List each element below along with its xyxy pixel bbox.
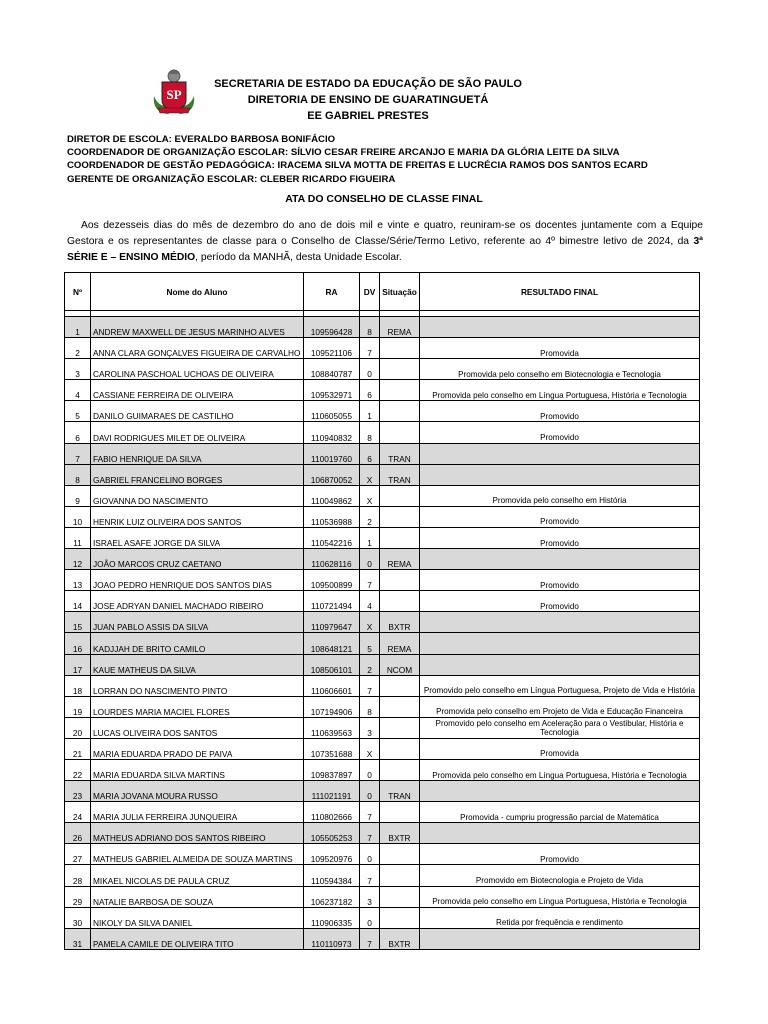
final-result: Promovido xyxy=(420,527,700,548)
final-result: Promovida - cumpriu progressão parcial de Matemática xyxy=(420,802,700,823)
student-ra: 109520976 xyxy=(304,844,360,865)
final-result xyxy=(420,781,700,802)
student-name: MATHEUS GABRIEL ALMEIDA DE SOUZA MARTINS xyxy=(91,844,304,865)
student-dv: X xyxy=(360,612,380,633)
student-name: ANDREW MAXWELL DE JESUS MARINHO ALVES xyxy=(91,317,304,338)
table-row xyxy=(65,823,700,844)
student-dv: 7 xyxy=(360,928,380,949)
row-number: 12 xyxy=(65,549,91,570)
table-row xyxy=(65,675,700,696)
student-situation xyxy=(380,570,420,591)
student-situation xyxy=(380,717,420,738)
row-number: 1 xyxy=(65,317,91,338)
staff-coordinator-organization: COORDENADOR DE ORGANIZAÇÃO ESCOLAR: SÍLVIO CESAR FREIRE ARCANJO E MARIA DA GLÓRIA LEITE DA SILVA xyxy=(67,147,620,159)
table-row xyxy=(65,738,700,759)
student-dv: 6 xyxy=(360,380,380,401)
table-row xyxy=(65,527,700,548)
student-dv: 0 xyxy=(360,907,380,928)
student-ra: 106237182 xyxy=(304,886,360,907)
student-name: MARIA JOVANA MOURA RUSSO xyxy=(91,781,304,802)
row-number: 22 xyxy=(65,759,91,780)
student-ra: 109532971 xyxy=(304,380,360,401)
table-row xyxy=(65,485,700,506)
student-name: JUAN PABLO ASSIS DA SILVA xyxy=(91,612,304,633)
student-situation xyxy=(380,844,420,865)
student-dv: 1 xyxy=(360,527,380,548)
student-ra: 110606601 xyxy=(304,675,360,696)
table-row xyxy=(65,654,700,675)
student-situation xyxy=(380,422,420,443)
header-number: Nº xyxy=(65,273,91,311)
header-school: EE GABRIEL PRESTES xyxy=(307,110,429,122)
student-ra: 110639563 xyxy=(304,717,360,738)
student-name: JOAO PEDRO HENRIQUE DOS SANTOS DIAS xyxy=(91,570,304,591)
student-name: LORRAN DO NASCIMENTO PINTO xyxy=(91,675,304,696)
row-number: 17 xyxy=(65,654,91,675)
student-name: GABRIEL FRANCELINO BORGES xyxy=(91,464,304,485)
final-result xyxy=(420,823,700,844)
table-row xyxy=(65,781,700,802)
student-dv: X xyxy=(360,485,380,506)
student-name: LOURDES MARIA MACIEL FLORES xyxy=(91,696,304,717)
student-situation xyxy=(380,506,420,527)
final-result xyxy=(420,633,700,654)
student-ra: 110110973 xyxy=(304,928,360,949)
header-diretoria: DIRETORIA DE ENSINO DE GUARATINGUETÁ xyxy=(247,94,489,106)
student-ra: 109521106 xyxy=(304,338,360,359)
student-dv: 4 xyxy=(360,591,380,612)
table-row xyxy=(65,443,700,464)
student-ra: 109596428 xyxy=(304,317,360,338)
header-ra: RA xyxy=(304,273,360,311)
student-ra: 110605055 xyxy=(304,401,360,422)
final-result: Retida por frequência e rendimento xyxy=(420,907,700,928)
final-result: Promovido xyxy=(420,844,700,865)
row-number: 8 xyxy=(65,464,91,485)
table-row xyxy=(65,591,700,612)
student-situation xyxy=(380,802,420,823)
student-dv: 7 xyxy=(360,865,380,886)
student-dv: 0 xyxy=(360,781,380,802)
row-number: 11 xyxy=(65,527,91,548)
final-result: Promovida pelo conselho em História xyxy=(420,485,700,506)
student-name: DANILO GUIMARAES DE CASTILHO xyxy=(91,401,304,422)
student-ra: 107194906 xyxy=(304,696,360,717)
staff-manager: GERENTE DE ORGANIZAÇÃO ESCOLAR: CLEBER RICARDO FIGUEIRA xyxy=(67,173,396,185)
final-result xyxy=(420,612,700,633)
row-number: 9 xyxy=(65,485,91,506)
student-situation: REMA xyxy=(380,633,420,654)
student-situation xyxy=(380,886,420,907)
row-number: 28 xyxy=(65,865,91,886)
student-situation: TRAN xyxy=(380,781,420,802)
document-title: ATA DO CONSELHO DE CLASSE FINAL xyxy=(285,193,483,205)
row-number: 26 xyxy=(65,823,91,844)
table-row xyxy=(65,506,700,527)
row-number: 27 xyxy=(65,844,91,865)
row-number: 19 xyxy=(65,696,91,717)
final-result xyxy=(420,549,700,570)
student-situation xyxy=(380,675,420,696)
row-number: 15 xyxy=(65,612,91,633)
final-result: Promovido pelo conselho em Aceleração para o Vestibular, História e Tecnologia xyxy=(420,717,700,738)
table-row xyxy=(65,865,700,886)
row-number: 16 xyxy=(65,633,91,654)
student-dv: 2 xyxy=(360,654,380,675)
student-situation: TRAN xyxy=(380,443,420,464)
student-dv: 7 xyxy=(360,338,380,359)
final-result xyxy=(420,928,700,949)
row-number: 29 xyxy=(65,886,91,907)
table-row xyxy=(65,907,700,928)
row-number: 6 xyxy=(65,422,91,443)
student-name: MARIA JULIA FERREIRA JUNQUEIRA xyxy=(91,802,304,823)
final-result: Promovida xyxy=(420,338,700,359)
student-dv: 6 xyxy=(360,443,380,464)
student-situation: BXTR xyxy=(380,612,420,633)
student-situation xyxy=(380,865,420,886)
student-ra: 108506101 xyxy=(304,654,360,675)
final-result: Promovida pelo conselho em Língua Portuguesa, História e Tecnologia xyxy=(420,886,700,907)
staff-director: DIRETOR DE ESCOLA: EVERALDO BARBOSA BONIFÁCIO xyxy=(67,134,336,145)
table-body xyxy=(65,311,700,950)
row-number: 7 xyxy=(65,443,91,464)
student-dv: 1 xyxy=(360,401,380,422)
row-number: 2 xyxy=(65,338,91,359)
row-number: 23 xyxy=(65,781,91,802)
student-situation: REMA xyxy=(380,317,420,338)
row-number: 21 xyxy=(65,738,91,759)
student-name: LUCAS OLIVEIRA DOS SANTOS xyxy=(91,717,304,738)
row-number: 31 xyxy=(65,928,91,949)
row-number: 18 xyxy=(65,675,91,696)
student-dv: 0 xyxy=(360,549,380,570)
header-final-result: RESULTADO FINAL xyxy=(420,273,700,311)
student-ra: 110019760 xyxy=(304,443,360,464)
student-situation: NCOM xyxy=(380,654,420,675)
table-row xyxy=(65,422,700,443)
table-row xyxy=(65,717,700,738)
table-row xyxy=(65,338,700,359)
student-situation xyxy=(380,738,420,759)
table-row xyxy=(65,317,700,338)
student-name: NIKOLY DA SILVA DANIEL xyxy=(91,907,304,928)
student-name: DAVI RODRIGUES MILET DE OLIVEIRA xyxy=(91,422,304,443)
row-number: 13 xyxy=(65,570,91,591)
final-result: Promovido pelo conselho em Língua Portuguesa, Projeto de Vida e História xyxy=(420,675,700,696)
student-situation: BXTR xyxy=(380,823,420,844)
student-dv: 0 xyxy=(360,759,380,780)
final-result: Promovido xyxy=(420,570,700,591)
table-row xyxy=(65,633,700,654)
student-dv: 8 xyxy=(360,696,380,717)
student-dv: 0 xyxy=(360,359,380,380)
student-dv: 5 xyxy=(360,633,380,654)
final-result: Promovido xyxy=(420,506,700,527)
student-ra: 110542216 xyxy=(304,527,360,548)
student-dv: 8 xyxy=(360,317,380,338)
student-dv: 2 xyxy=(360,506,380,527)
final-result: Promovida pelo conselho em Língua Portuguesa, História e Tecnologia xyxy=(420,759,700,780)
row-number: 5 xyxy=(65,401,91,422)
student-name: CASSIANE FERREIRA DE OLIVEIRA xyxy=(91,380,304,401)
student-name: KADJJAH DE BRITO CAMILO xyxy=(91,633,304,654)
student-dv: X xyxy=(360,464,380,485)
student-situation xyxy=(380,380,420,401)
student-name: FABIO HENRIQUE DA SILVA xyxy=(91,443,304,464)
table-row xyxy=(65,759,700,780)
student-dv: 8 xyxy=(360,422,380,443)
table-row xyxy=(65,802,700,823)
table-row xyxy=(65,464,700,485)
row-number: 30 xyxy=(65,907,91,928)
table-row xyxy=(65,359,700,380)
student-dv: 0 xyxy=(360,844,380,865)
student-ra: 108840787 xyxy=(304,359,360,380)
student-dv: X xyxy=(360,738,380,759)
student-situation xyxy=(380,591,420,612)
student-dv: 7 xyxy=(360,823,380,844)
students-table xyxy=(64,272,700,950)
student-dv: 3 xyxy=(360,886,380,907)
state-crest-icon xyxy=(148,66,200,118)
student-ra: 110536988 xyxy=(304,506,360,527)
student-name: ISRAEL ASAFE JORGE DA SILVA xyxy=(91,527,304,548)
student-ra: 110940832 xyxy=(304,422,360,443)
table-row xyxy=(65,612,700,633)
final-result xyxy=(420,443,700,464)
student-situation xyxy=(380,359,420,380)
header-student-name: Nome do Aluno xyxy=(91,273,304,311)
student-situation xyxy=(380,907,420,928)
student-name: HENRIK LUIZ OLIVEIRA DOS SANTOS xyxy=(91,506,304,527)
table-row xyxy=(65,380,700,401)
student-situation xyxy=(380,485,420,506)
student-dv: 7 xyxy=(360,802,380,823)
student-situation xyxy=(380,527,420,548)
final-result: Promovida pelo conselho em Biotecnologia e Tecnologia xyxy=(420,359,700,380)
student-name: GIOVANNA DO NASCIMENTO xyxy=(91,485,304,506)
student-ra: 106870052 xyxy=(304,464,360,485)
table-row xyxy=(65,401,700,422)
student-dv: 3 xyxy=(360,717,380,738)
table-row xyxy=(65,549,700,570)
student-name: MARIA EDUARDA SILVA MARTINS xyxy=(91,759,304,780)
row-number: 24 xyxy=(65,802,91,823)
final-result xyxy=(420,654,700,675)
student-situation xyxy=(380,401,420,422)
final-result xyxy=(420,464,700,485)
row-number: 20 xyxy=(65,717,91,738)
final-result: Promovida pelo conselho em Projeto de Vida e Educação Financeira xyxy=(420,696,700,717)
header-situation: Situação xyxy=(380,273,420,311)
header-dv: DV xyxy=(360,273,380,311)
student-ra: 109500899 xyxy=(304,570,360,591)
student-name: JOÃO MARCOS CRUZ CAETANO xyxy=(91,549,304,570)
student-situation: REMA xyxy=(380,549,420,570)
student-ra: 108648121 xyxy=(304,633,360,654)
final-result: Promovido xyxy=(420,401,700,422)
intro-paragraph xyxy=(67,218,703,266)
crest-text: SP xyxy=(166,87,182,102)
final-result: Promovida pelo conselho em Língua Portuguesa, História e Tecnologia xyxy=(420,380,700,401)
student-name: MIKAEL NICOLAS DE PAULA CRUZ xyxy=(91,865,304,886)
student-situation: BXTR xyxy=(380,928,420,949)
student-situation: TRAN xyxy=(380,464,420,485)
table-row xyxy=(65,886,700,907)
student-name: ANNA CLARA GONÇALVES FIGUEIRA DE CARVALHO xyxy=(91,338,304,359)
row-number: 14 xyxy=(65,591,91,612)
table-header-row xyxy=(65,273,700,311)
intro-text-1: Aos dezesseis dias do mês de dezembro do ano de dois mil e vinte e quatro, reuniram-se os docentes juntamente com a Equipe Gestora e os representantes de classe para o Conselho de Classe/Série/Termo Letivo, referente ao 4º bimestre letivo de 2024, da xyxy=(67,220,703,247)
student-ra: 110721494 xyxy=(304,591,360,612)
student-ra: 107351688 xyxy=(304,738,360,759)
table-row xyxy=(65,570,700,591)
student-name: NATALIE BARBOSA DE SOUZA xyxy=(91,886,304,907)
student-name: MATHEUS ADRIANO DOS SANTOS RIBEIRO xyxy=(91,823,304,844)
student-dv: 7 xyxy=(360,675,380,696)
student-situation xyxy=(380,338,420,359)
header-secretaria: SECRETARIA DE ESTADO DA EDUCAÇÃO DE SÃO PAULO xyxy=(214,78,522,90)
student-ra: 109837897 xyxy=(304,759,360,780)
student-ra: 110628116 xyxy=(304,549,360,570)
student-ra: 111021191 xyxy=(304,781,360,802)
table-row xyxy=(65,696,700,717)
intro-text-2: , período da MANHÃ, desta Unidade Escolar. xyxy=(195,252,402,263)
student-name: KAUE MATHEUS DA SILVA xyxy=(91,654,304,675)
student-name: CAROLINA PASCHOAL UCHOAS DE OLIVEIRA xyxy=(91,359,304,380)
final-result xyxy=(420,317,700,338)
final-result: Promovido xyxy=(420,591,700,612)
student-ra: 110802666 xyxy=(304,802,360,823)
row-number: 3 xyxy=(65,359,91,380)
intro-class-name: 3ª SÉRIE E – ENSINO MÉDIO xyxy=(67,236,703,263)
staff-list xyxy=(67,133,648,186)
student-situation xyxy=(380,759,420,780)
table-row xyxy=(65,844,700,865)
student-ra: 110594384 xyxy=(304,865,360,886)
student-ra: 110049862 xyxy=(304,485,360,506)
table-row xyxy=(65,928,700,949)
student-name: MARIA EDUARDA PRADO DE PAIVA xyxy=(91,738,304,759)
student-name: PAMELA CAMILE DE OLIVEIRA TITO xyxy=(91,928,304,949)
staff-coordinator-pedagogic: COORDENADOR DE GESTÃO PEDAGÓGICA: IRACEMA SILVA MOTTA DE FREITAS E LUCRÉCIA RAMOS DOS SANTOS ECARD xyxy=(67,160,648,172)
student-situation xyxy=(380,696,420,717)
student-dv: 7 xyxy=(360,570,380,591)
student-name: JOSE ADRYAN DANIEL MACHADO RIBEIRO xyxy=(91,591,304,612)
row-number: 4 xyxy=(65,380,91,401)
row-number: 10 xyxy=(65,506,91,527)
student-ra: 110979647 xyxy=(304,612,360,633)
final-result: Promovido em Biotecnologia e Projeto de Vida xyxy=(420,865,700,886)
final-result: Promovido xyxy=(420,422,700,443)
final-result: Promovida xyxy=(420,738,700,759)
student-ra: 105505253 xyxy=(304,823,360,844)
student-ra: 110906335 xyxy=(304,907,360,928)
